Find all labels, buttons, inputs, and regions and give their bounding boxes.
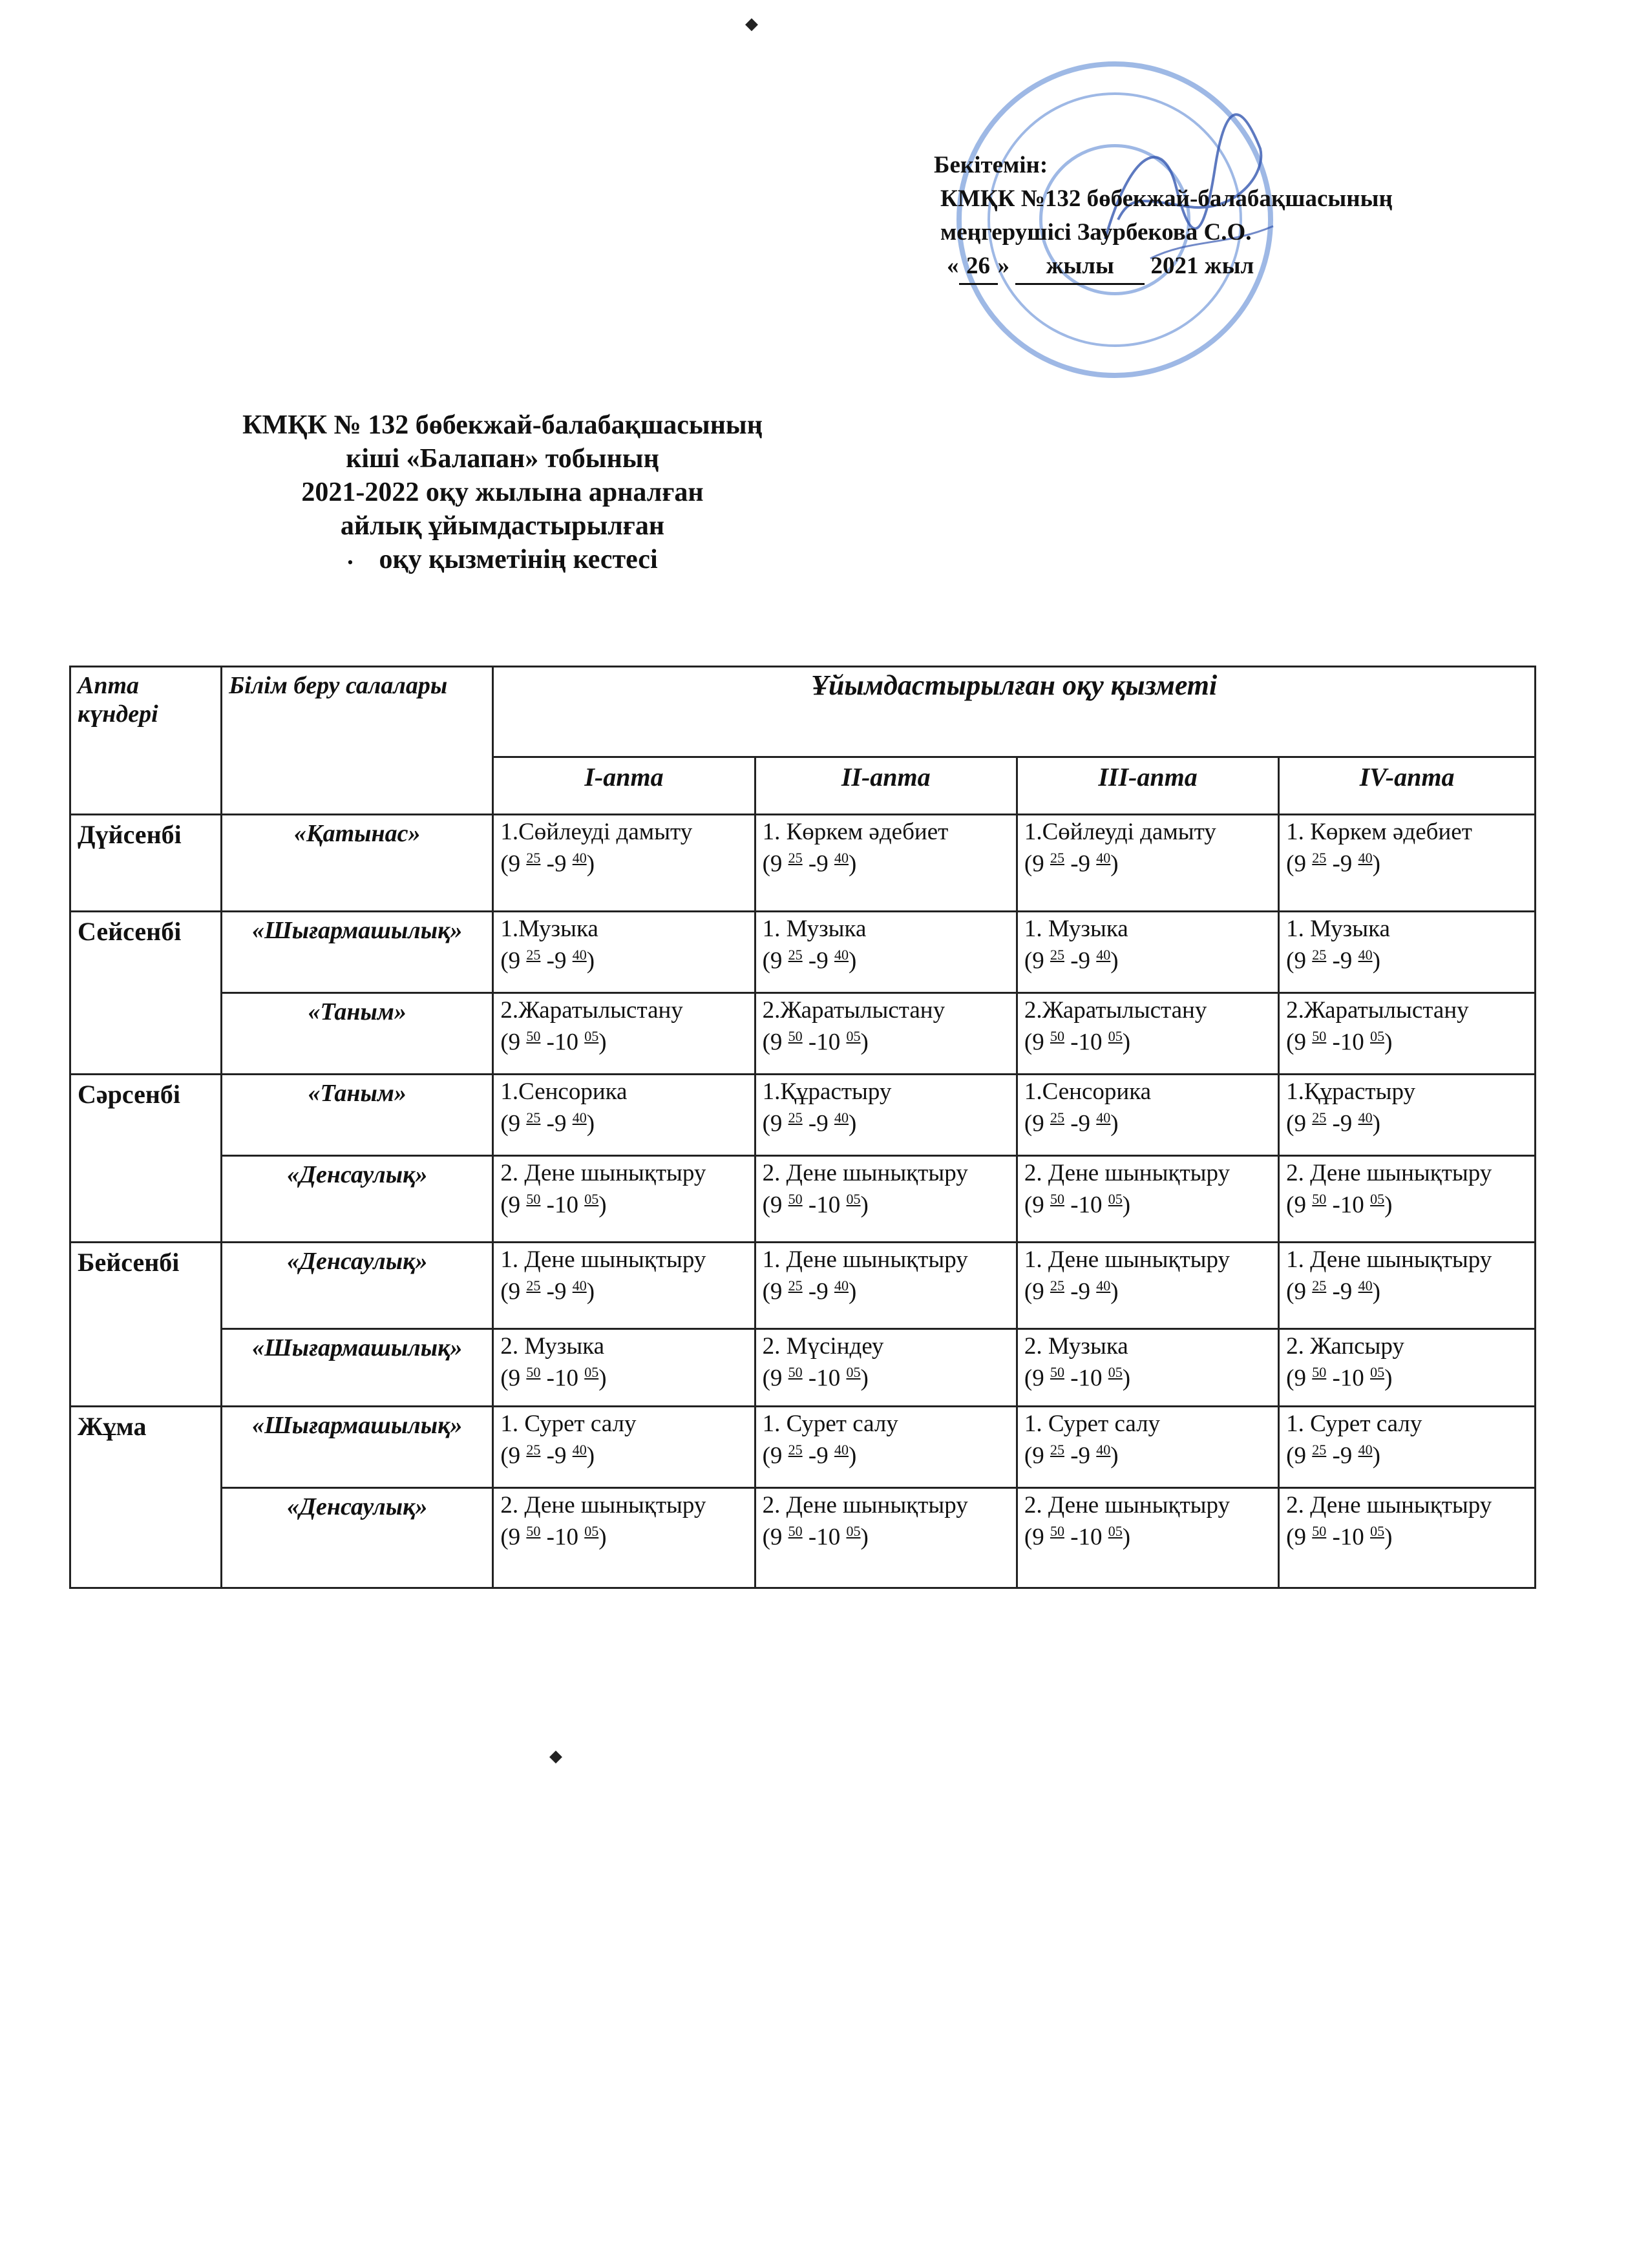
lesson-time: (9 $^{25}$ -9 $^{40}$) [1024,1442,1119,1469]
lesson-name: 1.Музыка [500,916,598,942]
lesson-time: (9 $^{50}$ -10 $^{05}$) [1024,1191,1131,1219]
lesson-time: (9 $^{25}$ -9 $^{40}$) [762,1277,857,1305]
lesson-time: (9 $^{50}$ -10 $^{05}$) [1024,1028,1131,1056]
lesson-cell [1279,1156,1536,1243]
lesson-cell [493,912,755,993]
lesson-cell [755,993,1017,1075]
lesson-time: (9 $^{25}$ -9 $^{40}$) [1286,1442,1380,1469]
area-cell: «Шығармашылық» [222,912,493,993]
lesson-cell [755,1156,1017,1243]
lesson-cell [1017,815,1278,912]
lesson-name: 2. Музыка [1024,1333,1128,1360]
lesson-time: (9 $^{25}$ -9 $^{40}$) [1024,1277,1119,1305]
lesson-cell [755,815,1017,912]
lesson-cell [1279,1075,1536,1156]
area-cell: «Шығармашылық» [222,1329,493,1407]
document-title [0,408,1005,580]
title-line-4: айлық ұйымдастырылған [340,511,665,541]
lesson-time: (9 $^{50}$ -10 $^{05}$) [500,1364,607,1392]
lesson-cell [1279,1329,1536,1407]
title-line-1: КМҚК № 132 бөбекжай-балабақшасының [242,410,763,440]
approval-org: КМҚК №132 бөбекжай-балабақшасының [940,185,1393,212]
lesson-name: 2. Дене шынықтыру [762,1492,968,1518]
lesson-time: (9 $^{25}$ -9 $^{40}$) [1286,850,1380,877]
lesson-name: 1. Музыка [1024,916,1128,942]
table-row [70,1488,1536,1588]
approval-head-name: меңгерушісі Заурбекова С.О. [940,219,1252,246]
schedule-table [69,666,1536,1589]
header-week-4: ІV-апта [1279,757,1536,815]
lesson-time: (9 $^{25}$ -9 $^{40}$) [500,1109,595,1137]
lesson-cell [1017,993,1278,1075]
lesson-time: (9 $^{50}$ -10 $^{05}$) [762,1523,869,1551]
lesson-name: 2. Мүсіндеу [762,1333,884,1360]
day-cell: Сейсенбі [70,912,222,1075]
date-year: 2021 жыл [1150,253,1254,279]
lesson-time: (9 $^{25}$ -9 $^{40}$) [762,947,857,974]
table-row [70,1075,1536,1156]
lesson-cell [1017,1243,1278,1329]
lesson-cell [1279,993,1536,1075]
lesson-cell [1279,1407,1536,1488]
title-line-2: кіші «Балапан» тобының [346,444,659,474]
lesson-name: 2. Дене шынықтыру [1286,1492,1492,1518]
lesson-name: 2. Музыка [500,1333,605,1360]
lesson-time: (9 $^{50}$ -10 $^{05}$) [1286,1523,1393,1551]
area-cell: «Денсаулық» [222,1488,493,1588]
table-row [70,1407,1536,1488]
lesson-time: (9 $^{25}$ -9 $^{40}$) [1024,850,1119,877]
lesson-name: 1.Сөйлеуді дамыту [1024,819,1216,845]
bullet-mark: ◆ [549,1747,562,1765]
lesson-cell [755,912,1017,993]
bullet-mark: ◆ [745,14,758,33]
table-row [70,1329,1536,1407]
lesson-time: (9 $^{50}$ -10 $^{05}$) [1024,1523,1131,1551]
lesson-name: 2. Дене шынықтыру [1024,1492,1230,1518]
lesson-cell [493,1488,755,1588]
lesson-name: 2. Дене шынықтыру [500,1160,706,1186]
lesson-time: (9 $^{50}$ -10 $^{05}$) [1286,1364,1393,1392]
header-week-2: ІІ-апта [755,757,1017,815]
lesson-cell [755,1243,1017,1329]
lesson-time: (9 $^{25}$ -9 $^{40}$) [500,1277,595,1305]
day-cell: Бейсенбі [70,1243,222,1407]
approval-date: « 26 » жылы 2021 жыл [934,249,1393,285]
header-day: Апта күндері [70,667,222,815]
area-cell: «Денсаулық» [222,1156,493,1243]
lesson-time: (9 $^{50}$ -10 $^{05}$) [1286,1028,1393,1056]
approval-heading: Бекітемін: [934,152,1048,178]
lesson-time: (9 $^{50}$ -10 $^{05}$) [500,1523,607,1551]
lesson-cell [1279,1488,1536,1588]
lesson-cell [1279,1243,1536,1329]
lesson-name: 1. Көркем әдебиет [1286,819,1472,845]
schedule-body [70,815,1536,1588]
lesson-name: 2. Дене шынықтыру [500,1492,706,1518]
lesson-cell [1017,1156,1278,1243]
date-month: жылы [1015,249,1145,285]
lesson-cell [1017,1407,1278,1488]
lesson-time: (9 $^{25}$ -9 $^{40}$) [500,850,595,877]
header-week-1: І-апта [493,757,755,815]
area-cell: «Қатынас» [222,815,493,912]
lesson-name: 1. Музыка [762,916,867,942]
lesson-name: 1. Дене шынықтыру [762,1246,968,1273]
lesson-cell [493,1075,755,1156]
lesson-time: (9 $^{25}$ -9 $^{40}$) [1286,1109,1380,1137]
lesson-name: 2. Дене шынықтыру [1024,1160,1230,1186]
lesson-cell [493,993,755,1075]
header-week-3: ІІІ-апта [1017,757,1278,815]
lesson-time: (9 $^{25}$ -9 $^{40}$) [500,1442,595,1469]
lesson-time: (9 $^{25}$ -9 $^{40}$) [1286,1277,1380,1305]
lesson-cell [1017,1488,1278,1588]
lesson-name: 1.Сенсорика [500,1078,628,1105]
lesson-time: (9 $^{50}$ -10 $^{05}$) [762,1028,869,1056]
table-row [70,993,1536,1075]
lesson-name: 1. Сурет салу [762,1411,898,1437]
lesson-cell [755,1407,1017,1488]
table-row [70,912,1536,993]
lesson-name: 2.Жаратылыстану [1024,997,1207,1024]
area-cell: «Денсаулық» [222,1243,493,1329]
lesson-cell [1017,1329,1278,1407]
lesson-cell [493,815,755,912]
approval-block [934,149,1393,285]
title-line-3: 2021-2022 оқу жылына арналған [301,478,704,507]
lesson-cell [1279,912,1536,993]
lesson-cell [755,1488,1017,1588]
lesson-cell [493,1243,755,1329]
lesson-time: (9 $^{50}$ -10 $^{05}$) [1286,1191,1393,1219]
day-cell: Сәрсенбі [70,1075,222,1243]
lesson-name: 1. Дене шынықтыру [500,1246,706,1273]
lesson-name: 2.Жаратылыстану [500,997,683,1024]
lesson-cell [755,1329,1017,1407]
table-row [70,815,1536,912]
lesson-name: 2. Дене шынықтыру [1286,1160,1492,1186]
lesson-cell [493,1156,755,1243]
lesson-cell [493,1329,755,1407]
area-cell: «Шығармашылық» [222,1407,493,1488]
lesson-time: (9 $^{50}$ -10 $^{05}$) [762,1191,869,1219]
lesson-time: (9 $^{50}$ -10 $^{05}$) [500,1191,607,1219]
lesson-time: (9 $^{50}$ -10 $^{05}$) [500,1028,607,1056]
table-row [70,1243,1536,1329]
header-main: Ұйымдастырылған оқу қызметі [493,667,1536,757]
lesson-name: 1.Сөйлеуді дамыту [500,819,693,845]
header-area: Білім беру салалары [222,667,493,815]
lesson-name: 1.Құрастыру [1286,1078,1415,1105]
lesson-name: 1. Көркем әдебиет [762,819,949,845]
lesson-name: 1. Сурет салу [500,1411,637,1437]
lesson-name: 2. Дене шынықтыру [762,1160,968,1186]
lesson-name: 1. Сурет салу [1024,1411,1161,1437]
day-cell: Дүйсенбі [70,815,222,912]
lesson-cell [493,1407,755,1488]
lesson-name: 1.Сенсорика [1024,1078,1152,1105]
lesson-name: 2.Жаратылыстану [762,997,945,1024]
lesson-name: 1. Сурет салу [1286,1411,1422,1437]
title-line-5: • оқу қызметінің кестесі [347,545,658,574]
date-day: 26 [959,249,998,285]
lesson-cell [1279,815,1536,912]
day-cell: Жұма [70,1407,222,1588]
lesson-name: 1. Дене шынықтыру [1286,1246,1492,1273]
lesson-time: (9 $^{25}$ -9 $^{40}$) [500,947,595,974]
lesson-name: 1. Музыка [1286,916,1390,942]
area-cell: «Таным» [222,1075,493,1156]
lesson-time: (9 $^{25}$ -9 $^{40}$) [762,850,857,877]
area-cell: «Таным» [222,993,493,1075]
lesson-cell [1017,1075,1278,1156]
lesson-name: 2. Жапсыру [1286,1333,1404,1360]
lesson-cell [755,1075,1017,1156]
lesson-name: 2.Жаратылыстану [1286,997,1469,1024]
lesson-time: (9 $^{50}$ -10 $^{05}$) [762,1364,869,1392]
lesson-name: 1.Құрастыру [762,1078,892,1105]
lesson-time: (9 $^{25}$ -9 $^{40}$) [762,1109,857,1137]
table-row [70,1156,1536,1243]
lesson-name: 1. Дене шынықтыру [1024,1246,1230,1273]
lesson-cell [1017,912,1278,993]
lesson-time: (9 $^{50}$ -10 $^{05}$) [1024,1364,1131,1392]
lesson-time: (9 $^{25}$ -9 $^{40}$) [1024,947,1119,974]
lesson-time: (9 $^{25}$ -9 $^{40}$) [762,1442,857,1469]
lesson-time: (9 $^{25}$ -9 $^{40}$) [1286,947,1380,974]
lesson-time: (9 $^{25}$ -9 $^{40}$) [1024,1109,1119,1137]
